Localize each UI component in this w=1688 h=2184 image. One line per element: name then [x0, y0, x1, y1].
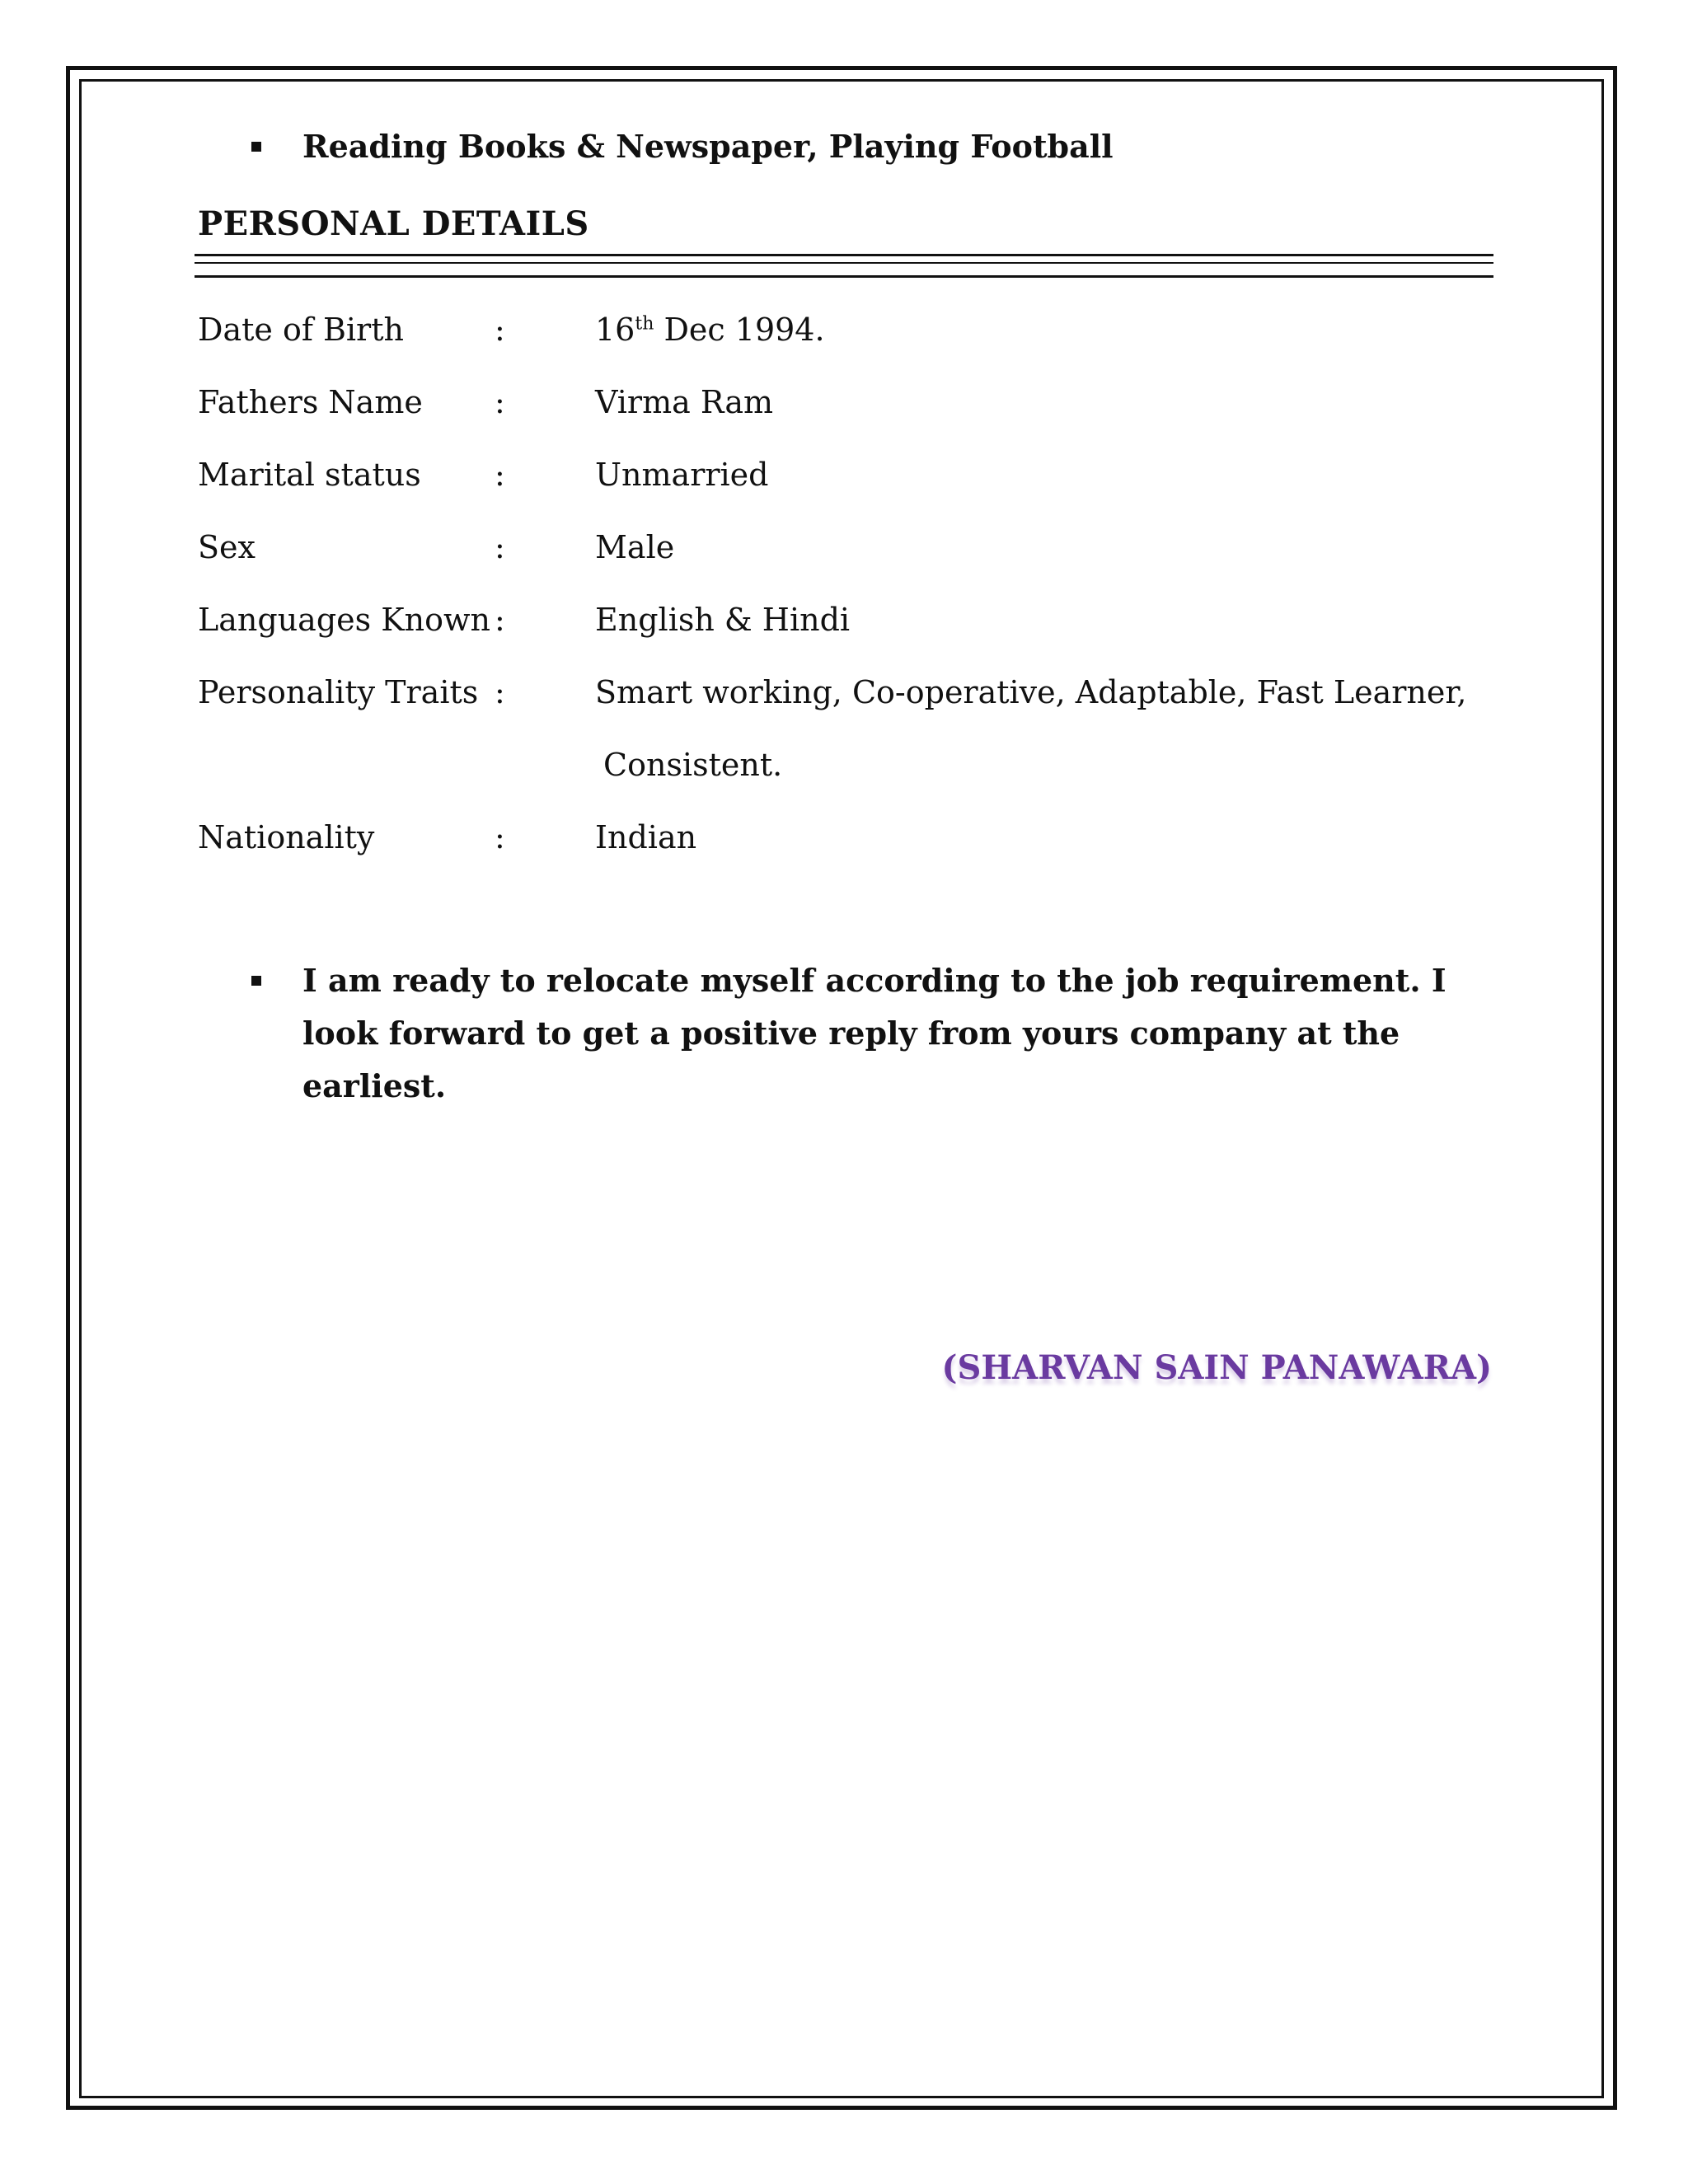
detail-separator: :	[495, 819, 505, 855]
dob-day-suffix: th	[635, 313, 654, 335]
detail-separator: :	[495, 674, 505, 710]
square-bullet-icon	[251, 976, 261, 986]
marital-status-value: Unmarried	[595, 457, 769, 493]
dob-day: 16	[595, 312, 635, 348]
detail-label: Fathers Name	[198, 384, 423, 420]
detail-label: Languages Known	[198, 602, 490, 638]
detail-row-date-of-birth	[198, 303, 1510, 376]
detail-separator: :	[495, 529, 505, 565]
detail-separator: :	[495, 312, 505, 348]
detail-label: Personality Traits	[198, 674, 479, 710]
personality-value: Smart working, Co-operative, Adaptable, Fast Learner,	[595, 674, 1467, 710]
fathers-name-value: Virma Ram	[595, 384, 774, 420]
detail-label: Date of Birth	[198, 312, 404, 348]
detail-row-sex	[198, 521, 1510, 593]
personal-details-heading: PERSONAL DETAILS	[198, 204, 589, 243]
detail-separator: :	[495, 457, 505, 493]
nationality-value: Indian	[595, 819, 697, 855]
signature-name: (SHARVAN SAIN PANAWARA)	[941, 1348, 1492, 1387]
detail-separator: :	[495, 384, 505, 420]
detail-label: Sex	[198, 529, 256, 565]
heading-rule-middle	[195, 262, 1493, 264]
heading-rule-bottom	[195, 275, 1493, 278]
detail-row-nationality	[198, 811, 1510, 883]
detail-row-languages	[198, 593, 1510, 666]
dob-month-year: Dec 1994.	[654, 312, 825, 348]
date-of-birth-value	[595, 303, 1502, 356]
square-bullet-icon	[251, 142, 261, 152]
hobbies-bullet-item	[251, 120, 1488, 173]
detail-row-fathers-name	[198, 376, 1510, 448]
relocation-text: I am ready to relocate myself according to the job requirement. I look forward to get a positive reply from yours company at the earliest.	[302, 962, 1447, 1104]
detail-row-personality	[198, 666, 1510, 738]
detail-separator: :	[495, 602, 505, 638]
detail-row-personality-continued	[198, 738, 1510, 811]
sex-value: Male	[595, 529, 675, 565]
detail-row-marital-status	[198, 448, 1510, 521]
detail-label: Nationality	[198, 819, 375, 855]
relocation-bullet-item	[251, 954, 1488, 1113]
languages-value: English & Hindi	[595, 602, 851, 638]
personality-value-continued: Consistent.	[603, 747, 783, 783]
heading-rule-top	[195, 254, 1493, 256]
detail-label: Marital status	[198, 457, 421, 493]
hobbies-text: Reading Books & Newspaper, Playing Football	[302, 128, 1114, 165]
personal-details-list	[198, 303, 1510, 883]
